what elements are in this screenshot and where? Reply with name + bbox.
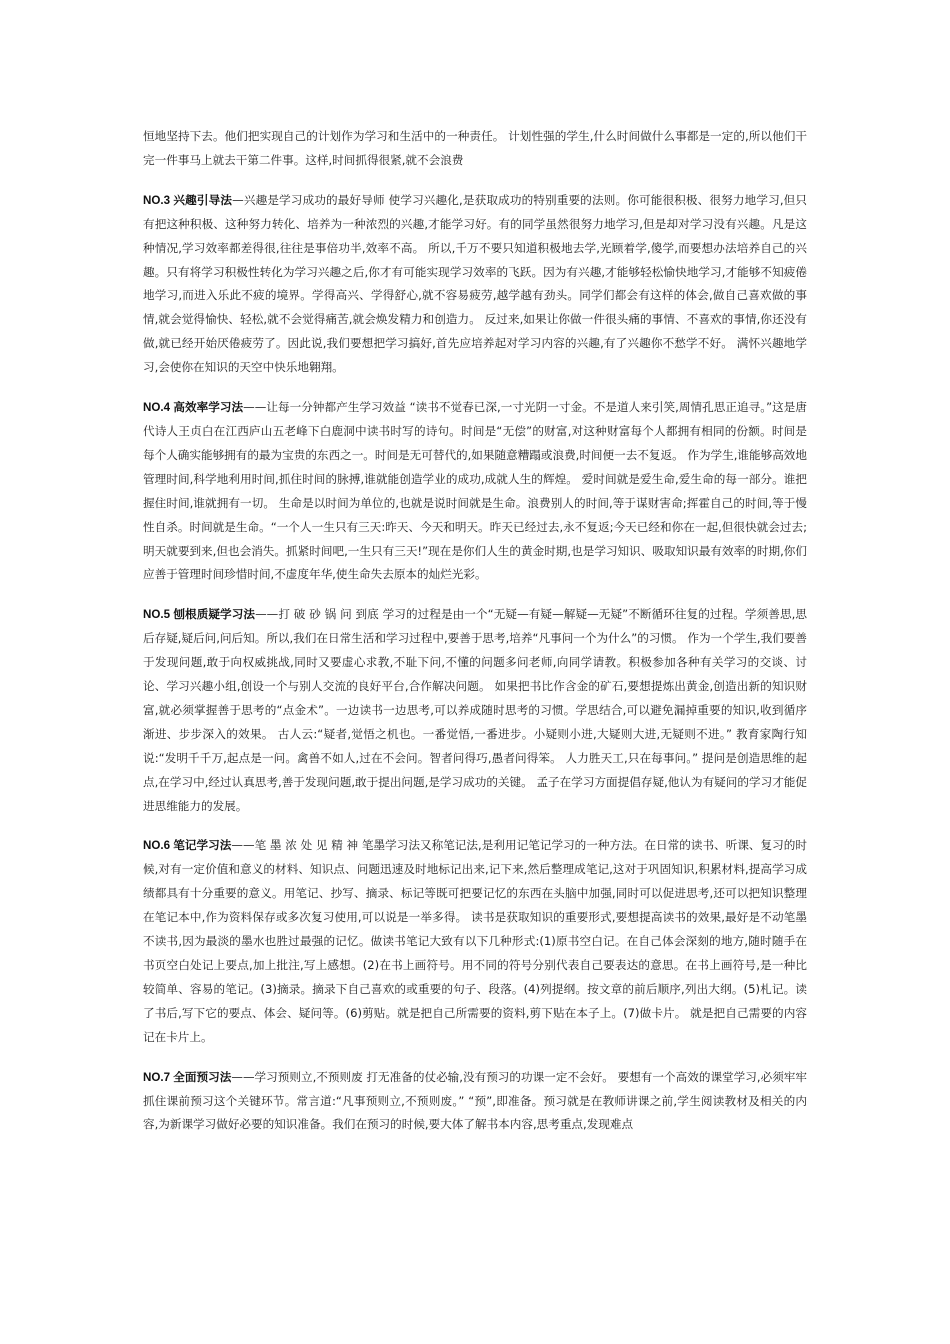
paragraph-text: ——打 破 砂 锅 问 到底 学习的过程是由一个“无疑—有疑—解疑—无疑”不断循环往复的过程。学须善思,思后存疑,疑后问,问后知。所以,我们在日常生活和学习过程中,要善于思考,培养“凡事问一个为什么”的习惯。 作为一个学生,我们要善于发现问题,敢于向权威挑战,同时又要虚心求教,不耻下问,不懂的问题多问老师,向同学请教。积极参加各种有关学习的交谈、讨论、学习兴趣小组,创设一个与别人交流的良好平台,合作解决问题。 如果把书比作含金的矿石,要想提炼出黄金,创造出新的知识财富,就必须掌握善于思考的“点金术”。一边读书一边思考,可以养成随时思考的习惯。学思结合,可以避免漏掉重要的知识,收到循序渐进、步步深入的效果。 古人云:“疑者,觉悟之机也。一番觉悟,一番进步。小疑则小进,大疑则大进,无疑则不进。” 教育家陶行知说:“发明千千万,起点是一问。禽兽不如人,过在不会问。智者问得巧,愚者问得笨。 人力胜天工,只在每事问。” 提问是创造思维的起点,在学习中,经过认真思考,善于发现问题,敢于提出问题,是学习成功的关键。 孟子在学习方面提倡存疑,他认为有疑问的学习才能促进思维能力的发展。 bbox=[143, 607, 807, 813]
paragraph-no4-efficiency bbox=[143, 396, 807, 587]
paragraph-text: ——笔 墨 浓 处 见 精 神 笔墨学习法又称笔记法,是利用记笔记学习的一种方法。在日常的读书、听课、复习的时候,对有一定价值和意义的材料、知识点、问题迅速及时地标记出来,记下来,然后整理成笔记,这对于巩固知识,积累材料,提高学习成绩都具有十分重要的意义。用笔记、抄写、摘录、标记等既可把要记忆的东西在头脑中加强,同时可以促进思考,还可以把知识整理在笔记本中,作为资料保存或多次复习使用,可以说是一举多得。 读书是获取知识的重要形式,要想提高读书的效果,最好是不动笔墨不读书,因为最淡的墨水也胜过最强的记忆。做读书笔记大致有以下几种形式:(1)原书空白记。在自己体会深刻的地方,随时随手在书页空白处记上要点,加上批注,写上感想。(2)在书上画符号。用不同的符号分别代表自己要表达的意思。在书上画符号,是一种比较简单、容易的笔记。(3)摘录。摘录下自己喜欢的或重要的句子、段落。(4)列提纲。按文章的前后顺序,列出大纲。(5)札记。读了书后,写下它的要点、体会、疑问等。(6)剪贴。就是把自己所需要的资料,剪下贴在本子上。(7)做卡片。 就是把自己需要的内容记在卡片上。 bbox=[143, 838, 807, 1044]
paragraph-text: —兴趣是学习成功的最好导师 使学习兴趣化,是获取成功的特别重要的法则。你可能很积极、很努力地学习,但只有把这种积极、这种努力转化、培养为一种浓烈的兴趣,才能学习好。有的同学虽然很努力地学习,但是却对学习没有兴趣。凡是这种情况,学习效率都差得很,往往是事倍功半,效率不高。 所以,千万不要只知道积极地去学,光顾着学,傻学,而要想办法培养自己的兴趣。只有将学习积极性转化为学习兴趣之后,你才有可能实现学习效率的飞跃。因为有兴趣,才能够轻松愉快地学习,才能够不知疲倦地学习,而进入乐此不疲的境界。学得高兴、学得舒心,就不容易疲劳,越学越有劲头。同学们都会有这样的体会,做自己喜欢做的事情,就会觉得愉快、轻松,就不会觉得痛苦,就会焕发精力和创造力。 反过来,如果让你做一件很头痛的事情、不喜欢的事情,你还没有做,就已经开始厌倦疲劳了。因此说,我们要想把学习搞好,首先应培养起对学习内容的兴趣,有了兴趣你不愁学不好。 满怀兴趣地学习,会使你在知识的天空中快乐地翱翔。 bbox=[143, 192, 808, 375]
section-heading: NO.5 刨根质疑学习法 bbox=[143, 608, 256, 622]
paragraph-text: ——学习预则立,不预则废 打无准备的仗必输,没有预习的功课一定不会好。 要想有一个高效的课堂学习,必须牢牢抓住课前预习这个关键环节。常言道:“凡事预则立,不预则废。” “预”,即准备。预习就是在教师讲课之前,学生阅读教材及相关的内容,为新课学习做好必要的知识准备。我们在预习的时候,要大体了解书本内容,思考重点,发现难点 bbox=[143, 1069, 808, 1132]
paragraph-no3-interest bbox=[143, 189, 807, 380]
document-page bbox=[143, 125, 807, 1137]
paragraph-no5-questioning bbox=[143, 603, 807, 818]
section-heading: NO.7 全面预习法 bbox=[143, 1070, 232, 1084]
section-heading: NO.3 兴趣引导法 bbox=[143, 193, 233, 207]
section-heading: NO.6 笔记学习法 bbox=[143, 839, 232, 853]
section-heading: NO.4 高效率学习法 bbox=[143, 401, 244, 415]
paragraph-no6-notes bbox=[143, 834, 807, 1049]
paragraph-text: 恒地坚持下去。他们把实现自己的计划作为学习和生活中的一种责任。 计划性强的学生,什么时间做什么事都是一定的,所以他们干完一件事马上就去干第二件事。这样,时间抓得很紧,就不会浪费 bbox=[143, 129, 807, 167]
paragraph-text: ——让每一分钟都产生学习效益 “读书不觉春已深,一寸光阴一寸金。不是道人来引笑,周情孔思正追寻。”这是唐代诗人王贞白在江西庐山五老峰下白鹿洞中读书时写的诗句。时间是“无偿”的财富,对这种财富每个人都拥有相同的份额。时间是每个人确实能够拥有的最为宝贵的东西之一。时间是无可替代的,如果随意糟蹋或浪费,时间便一去不复返。 作为学生,谁能够高效地管理时间,科学地利用时间,抓住时间的脉搏,谁就能创造学业的成功,成就人生的辉煌。 爱时间就是爱生命,爱生命的每一部分。谁把握住时间,谁就拥有一切。 生命是以时间为单位的,也就是说时间就是生命。浪费别人的时间,等于谋财害命;挥霍自己的时间,等于慢性自杀。时间就是生命。“一个人一生只有三天:昨天、今天和明天。昨天已经过去,永不复返;今天已经和你在一起,但很快就会过去;明天就要到来,但也会消失。抓紧时间吧,一生只有三天!”现在是你们人生的黄金时期,也是学习知识、吸取知识最有效率的时期,你们应善于管理时间珍惜时间,不虚度年华,使生命失去原本的灿烂光彩。 bbox=[143, 400, 807, 582]
paragraph-plan-continuation bbox=[143, 125, 807, 173]
paragraph-no7-preview bbox=[143, 1066, 807, 1138]
